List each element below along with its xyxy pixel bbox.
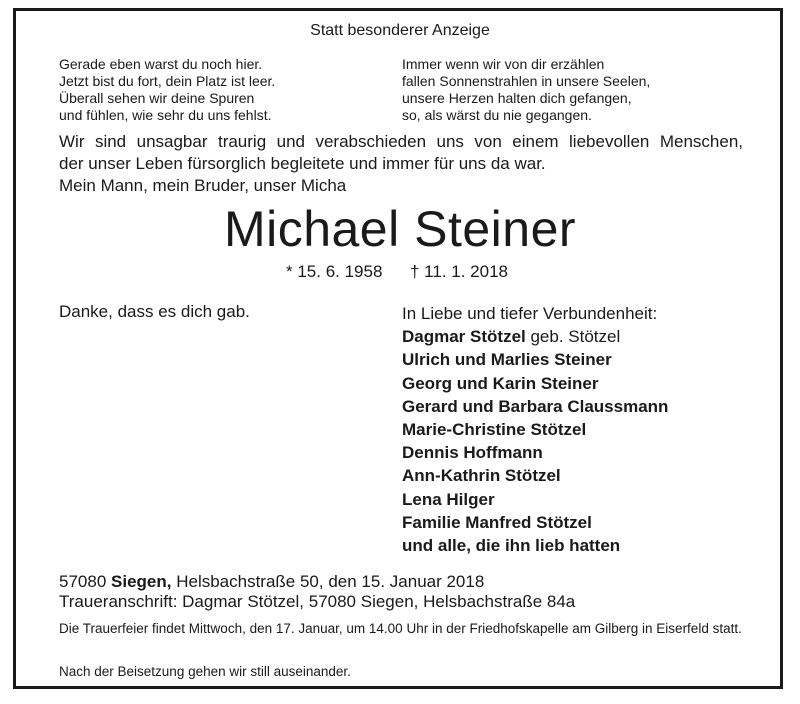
poem-line: Gerade eben warst du noch hier. [59, 56, 263, 72]
family-member-name: und alle, die ihn lieb hatten [402, 536, 621, 556]
poem-line: Überall sehen wir deine Spuren [59, 90, 255, 106]
birth-date: * 15. 6. 1958 [286, 262, 383, 281]
intro-line-2: der unser Leben fürsorglich begleitete und immer für uns da war. [59, 154, 546, 173]
family-member [402, 325, 668, 348]
address-zip: 57080 [59, 572, 107, 591]
poem-line: fallen Sonnenstrahlen in unsere Seelen, [402, 73, 651, 89]
deceased-name: Michael Steiner [223, 201, 577, 257]
family-member [402, 348, 668, 371]
family-member-name: Marie-Christine Stötzel [402, 420, 587, 440]
death-date: † 11. 1. 2018 [410, 262, 508, 281]
family-member-name: Lena Hilger [402, 489, 495, 509]
family-member-name: Georg und Karin Steiner [402, 373, 599, 393]
family-member-name: Familie Manfred Stötzel [402, 512, 592, 532]
poem-line: Immer wenn wir von dir erzählen [402, 56, 605, 72]
poem-line: und fühlen, wie sehr du uns fehlst. [59, 107, 272, 123]
address-block [59, 572, 575, 612]
family-member-name: Gerard und Barbara Claussmann [402, 396, 669, 416]
address-rest: Helsbachstraße 50, den 15. Januar 2018 [171, 572, 485, 591]
family-member [402, 418, 668, 441]
family-intro: In Liebe und tiefer Verbundenheit: [402, 304, 658, 323]
family-list [402, 302, 668, 557]
family-member [402, 488, 668, 511]
family-member [402, 395, 668, 418]
subtitle: Mein Mann, mein Bruder, unser Micha [59, 176, 347, 195]
poem-right [402, 56, 650, 124]
poem-line: unsere Herzen halten dich gefangen, [402, 90, 632, 106]
family-member [402, 372, 668, 395]
address-city: Siegen, [111, 572, 172, 591]
poem-left [59, 56, 275, 124]
family-member-name: Ann-Kathrin Stötzel [402, 466, 561, 486]
notice-header: Statt besonderer Anzeige [310, 22, 490, 39]
family-member-name: Dennis Hoffmann [402, 443, 543, 463]
poem-line: Jetzt bist du fort, dein Platz ist leer. [59, 73, 276, 89]
family-member [402, 464, 668, 487]
family-member-name: Ulrich und Marlies Steiner [402, 350, 612, 370]
ceremony-text: Die Trauerfeier findet Mittwoch, den 17. Januar, um 14.00 Uhr in der Friedhofskapelle am Gilberg in Eiserfeld statt. [59, 621, 742, 636]
family-member [402, 441, 668, 464]
family-member-suffix: geb. Stötzel [525, 327, 621, 347]
closing-text: Nach der Beisetzung gehen wir still auseinander. [59, 664, 351, 679]
family-member-name: Dagmar Stötzel [402, 327, 526, 347]
mourning-address: Traueranschrift: Dagmar Stötzel, 57080 Siegen, Helsbachstraße 84a [59, 592, 576, 611]
poem-line: so, als wärst du nie gegangen. [402, 107, 592, 123]
family-member [402, 534, 668, 557]
address-line [59, 572, 575, 592]
intro-line-1: Wir sind unsagbar traurig und verabschieden uns von einem liebevollen Menschen, [59, 132, 743, 151]
thanks-text: Danke, dass es dich gab. [59, 302, 250, 321]
family-member [402, 511, 668, 534]
